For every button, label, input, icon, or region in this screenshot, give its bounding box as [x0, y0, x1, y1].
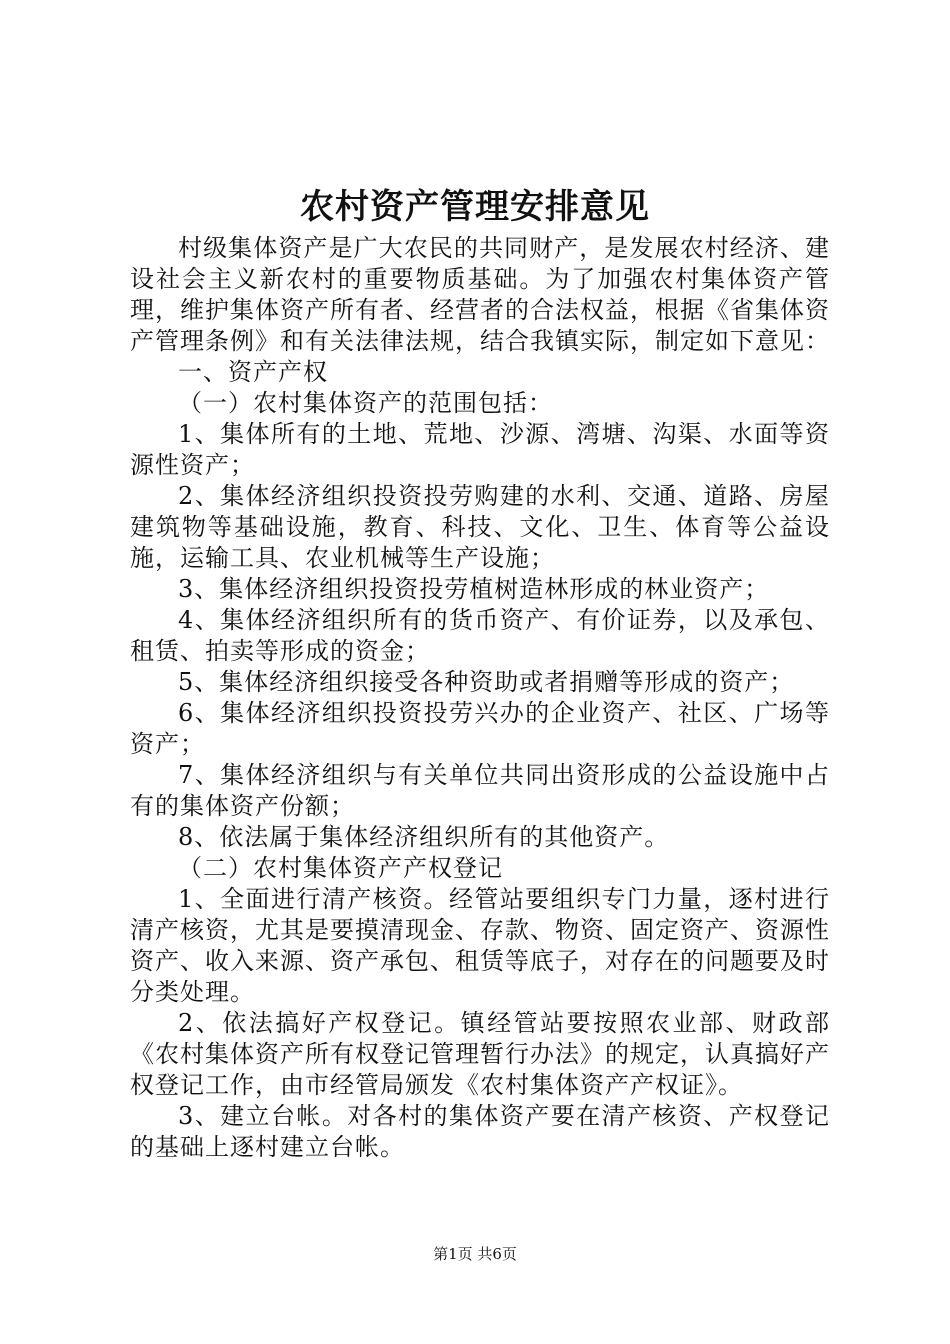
document-body — [130, 233, 830, 1163]
list-item: 2、依法搞好产权登记。镇经管站要按照农业部、财政部《农村集体资产所有权登记管理暂行办法》的规定，认真搞好产权登记工作，由市经管局颁发《农村集体资产产权证》。 — [130, 1009, 830, 1099]
list-item: 4、集体经济组织所有的货币资产、有价证券，以及承包、租赁、拍卖等形成的资金； — [130, 606, 830, 665]
list-item: 3、建立台帐。对各村的集体资产要在清产核资、产权登记的基础上逐村建立台帐。 — [130, 1102, 830, 1161]
page-number-footer: 第1页 共6页 — [433, 1245, 517, 1263]
list-item: 5、集体经济组织接受各种资助或者捐赠等形成的资产； — [178, 668, 795, 696]
list-item: 8、依法属于集体经济组织所有的其他资产。 — [178, 823, 670, 851]
list-item: 2、集体经济组织投资投劳购建的水利、交通、道路、房屋建筑物等基础设施，教育、科技、文化、卫生、体育等公益设施，运输工具、农业机械等生产设施； — [130, 482, 830, 572]
subsection-heading-scope: （一）农村集体资产的范围包括： — [178, 389, 553, 417]
section-heading-asset-rights: 一、资产产权 — [178, 358, 328, 386]
list-item: 6、集体经济组织投资投劳兴办的企业资产、社区、广场等资产； — [130, 699, 830, 758]
list-item: 1、全面进行清产核资。经管站要组织专门力量，逐村进行清产核资，尤其是要摸清现金、存款、物资、固定资产、资源性资产、收入来源、资产承包、租赁等底子，对存在的问题要及时分类处理。 — [130, 885, 830, 1006]
subsection-heading-registration: （二）农村集体资产产权登记 — [178, 854, 503, 882]
list-item: 1、集体所有的土地、荒地、沙源、湾塘、沟渠、水面等资源性资产； — [130, 420, 830, 479]
paragraph-intro: 村级集体资产是广大农民的共同财产，是发展农村经济、建设社会主义新农村的重要物质基础。为了加强农村集体资产管理，维护集体资产所有者、经营者的合法权益，根据《省集体资产管理条例》和有关法律法规，结合我镇实际，制定如下意见： — [130, 234, 830, 355]
document-title: 农村资产管理安排意见 — [300, 187, 650, 227]
list-item: 3、集体经济组织投资投劳植树造林形成的林业资产； — [178, 575, 770, 603]
list-item: 7、集体经济组织与有关单位共同出资形成的公益设施中占有的集体资产份额； — [130, 761, 830, 820]
